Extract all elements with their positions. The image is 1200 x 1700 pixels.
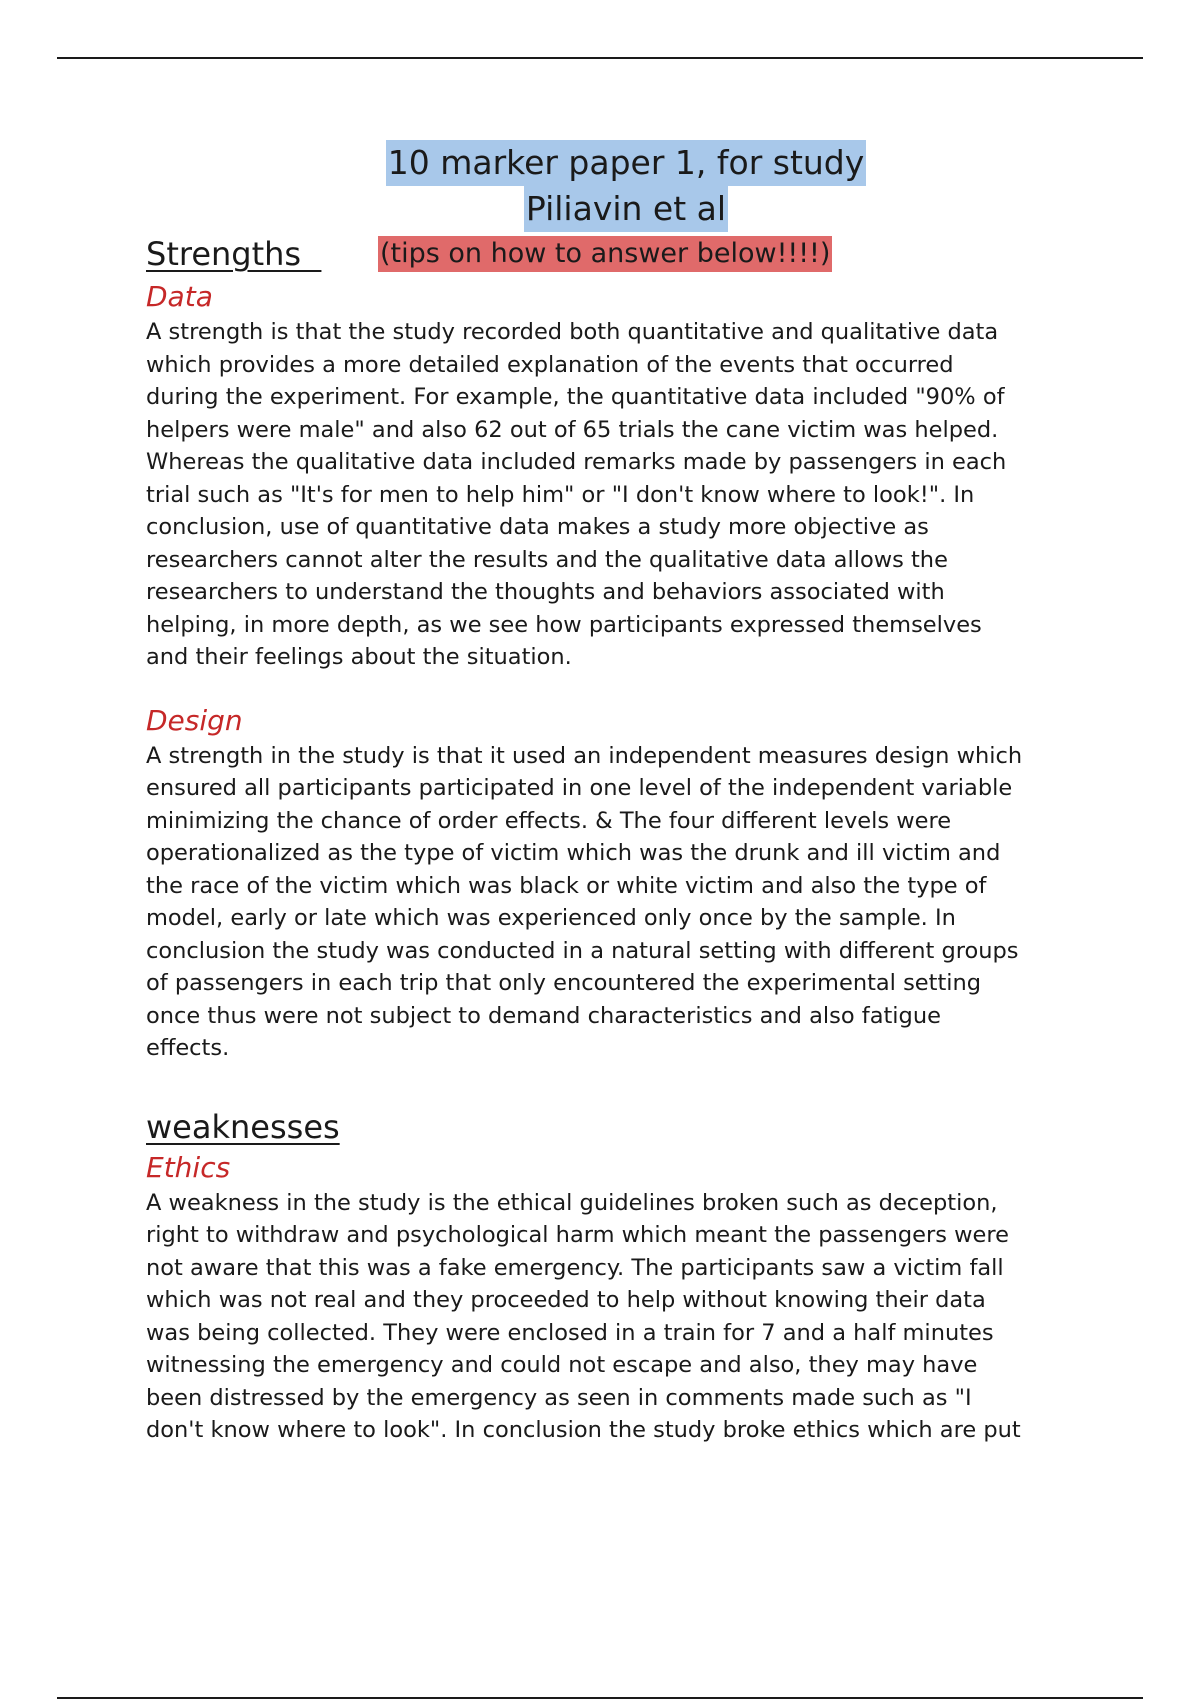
paragraph-line: model, early or late which was experienced only once by the sample. In	[146, 905, 956, 931]
document-title	[156, 140, 1096, 232]
design-paragraph	[146, 740, 1096, 1065]
paragraph-line: conclusion the study was conducted in a natural setting with different groups	[146, 937, 1019, 964]
paragraph-line: researchers to understand the thoughts and behaviors associated with	[146, 579, 945, 605]
paragraph-line: operationalized as the type of victim which was the drunk and ill victim and	[146, 840, 1001, 866]
document-page	[146, 140, 1096, 1447]
strengths-header-row	[146, 232, 1096, 278]
paragraph-line: Whereas the qualitative data included remarks made by passengers in each	[146, 449, 1007, 475]
paragraph-line: right to withdraw and psychological harm which meant the passengers were	[146, 1222, 1009, 1248]
ethics-subheading: Ethics	[146, 1150, 231, 1184]
paragraph-line: trial such as "It's for men to help him" or "I don't know where to look!". In	[146, 481, 975, 508]
ethics-paragraph	[146, 1187, 1096, 1447]
top-rule	[57, 57, 1143, 59]
data-subheading: Data	[146, 280, 213, 313]
strengths-heading: Strengths	[146, 235, 322, 273]
paragraph-line: don't know where to look". In conclusion the study broke ethics which are put	[146, 1417, 1021, 1443]
paragraph-line: witnessing the emergency and could not escape and also, they may have	[146, 1352, 978, 1378]
paragraph-line: the race of the victim which was black or white victim and also the type of	[146, 872, 987, 899]
paragraph-line: researchers cannot alter the results and the qualitative data allows the	[146, 546, 948, 573]
data-paragraph	[146, 316, 1096, 674]
paragraph-line: helpers were male" and also 62 out of 65 trials the cane victim was helped.	[146, 416, 999, 443]
title-line-2: Piliavin et al	[524, 186, 728, 232]
paragraph-line: minimizing the chance of order effects. & The four different levels were	[146, 807, 952, 834]
weaknesses-heading: weaknesses	[146, 1107, 340, 1146]
paragraph-line: been distressed by the emergency as seen in comments made such as "I	[146, 1384, 972, 1411]
paragraph-line: A strength in the study is that it used an independent measures design which	[146, 742, 1023, 769]
paragraph-line: helping, in more depth, as we see how participants expressed themselves	[146, 611, 982, 638]
paragraph-line: not aware that this was a fake emergency. The participants saw a victim fall	[146, 1254, 1004, 1281]
paragraph-line: which was not real and they proceeded to help without knowing their data	[146, 1287, 986, 1313]
bottom-rule	[57, 1697, 1143, 1699]
paragraph-line: A strength is that the study recorded both quantitative and qualitative data	[146, 319, 999, 345]
paragraph-line: was being collected. They were enclosed in a train for 7 and a half minutes	[146, 1319, 994, 1346]
tips-badge: (tips on how to answer below!!!!)	[378, 236, 832, 272]
paragraph-line: ensured all participants participated in one level of the independent variable	[146, 775, 1013, 801]
paragraph-line: of passengers in each trip that only encountered the experimental setting	[146, 970, 982, 996]
section-spacer	[146, 1065, 1096, 1105]
design-subheading: Design	[146, 703, 243, 737]
paragraph-line: A weakness in the study is the ethical guidelines broken such as deception,	[146, 1189, 998, 1216]
section-spacer	[146, 674, 1096, 702]
paragraph-line: during the experiment. For example, the quantitative data included "90% of	[146, 384, 1005, 410]
paragraph-line: once thus were not subject to demand characteristics and also fatigue	[146, 1002, 941, 1029]
paragraph-line: and their feelings about the situation.	[146, 644, 572, 670]
paragraph-line: which provides a more detailed explanation of the events that occurred	[146, 351, 954, 378]
paragraph-line: conclusion, use of quantitative data makes a study more objective as	[146, 514, 929, 540]
title-line-1: 10 marker paper 1, for study	[386, 140, 867, 186]
paragraph-line: effects.	[146, 1035, 230, 1061]
